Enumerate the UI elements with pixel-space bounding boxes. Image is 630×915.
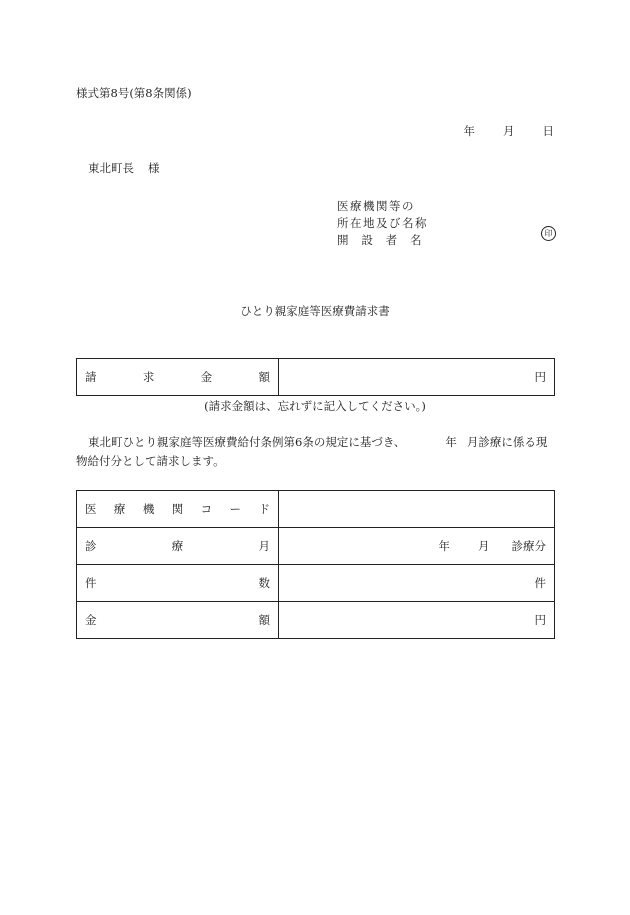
- date-year: 年: [463, 124, 475, 138]
- sender-line-1: 医療機関等の: [337, 199, 415, 213]
- table-row: [77, 528, 555, 565]
- table-row: [77, 565, 555, 602]
- amount-table: [76, 358, 555, 396]
- institution-code-label: 医 療 機 関 コ ー ド: [77, 491, 279, 528]
- addressee-name: 東北町長: [88, 161, 134, 175]
- amount-row: [77, 359, 555, 396]
- institution-code-field[interactable]: [279, 491, 555, 528]
- amount-field[interactable]: [279, 359, 555, 396]
- detail-table: [76, 490, 555, 639]
- sender-block: [337, 198, 428, 249]
- form-number: 様式第8号(第8条関係): [76, 86, 192, 100]
- date-day: 日: [542, 124, 554, 138]
- addressee-honorific: 様: [148, 161, 160, 175]
- case-count-field[interactable]: 件: [279, 565, 555, 602]
- amount-unit: 円: [534, 370, 546, 384]
- sender-line-2: 所在地及び名称: [337, 216, 428, 230]
- total-amount-field[interactable]: 円: [279, 602, 555, 639]
- case-count-label: 件 数: [77, 565, 279, 602]
- addressee: [88, 160, 160, 176]
- treatment-month-label: 診 療 月: [77, 528, 279, 565]
- seal-mark: 印: [541, 226, 556, 241]
- sender-line-3: 開 設 者 名: [337, 233, 423, 247]
- date-line: [464, 123, 555, 139]
- amount-note: (請求金額は、忘れずに記入してください。): [204, 399, 426, 413]
- total-amount-label: 金 額: [77, 602, 279, 639]
- treatment-month-field[interactable]: 年 月 診療分: [279, 528, 555, 565]
- request-paragraph: 東北町ひとり親家庭等医療費給付条例第6条の規定に基づき、 年 月診療に係る現物給付分として請求します。: [76, 435, 548, 468]
- table-row: [77, 602, 555, 639]
- document-title: ひとり親家庭等医療費請求書: [240, 304, 390, 318]
- amount-label: 請 求 金 額: [77, 359, 279, 396]
- table-row: [77, 491, 555, 528]
- date-month: 月: [503, 124, 515, 138]
